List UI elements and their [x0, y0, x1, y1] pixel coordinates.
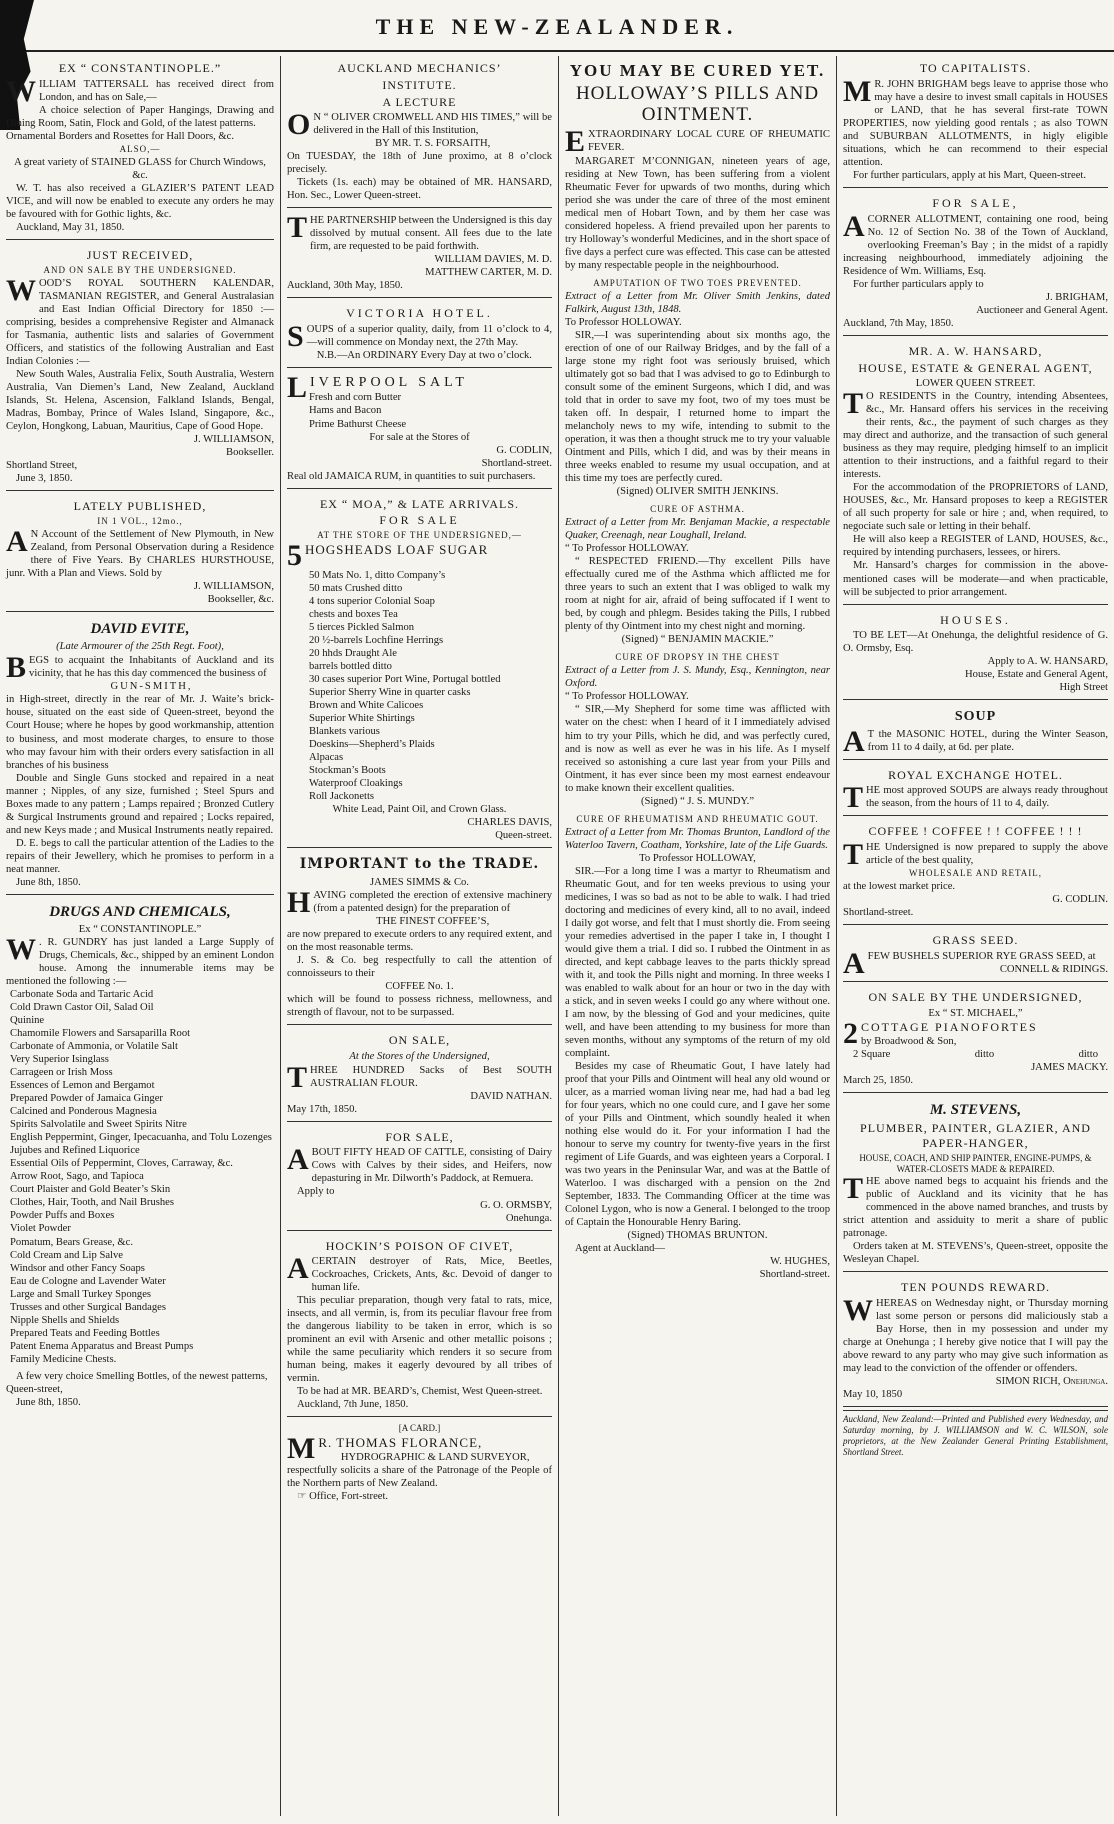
ad-heading: ON SALE, — [388, 1032, 451, 1047]
ad-partnership: THE PARTNERSHIP between the Undersigned is this day dissolved by mutual consent. All fees due to the late firm, are requested to be paid forthwith. WILLIAM DAVIES, M. D. MATTHEW CARTER, M. D. Auckland, 30th May, 1850. — [287, 211, 552, 298]
list-item: 20 hhds Draught Ale — [309, 648, 397, 660]
ad-heading: COFFEE ! COFFEE ! ! COFFEE ! ! ! — [868, 824, 1083, 839]
list-item: Eau de Cologne and Lavender Water — [10, 1275, 166, 1287]
ad-poison-civet: HOCKIN’S POISON OF CIVET, ACERTAIN destroyer of Rats, Mice, Beetles, Cockroaches, Crickets, Ants, &c. Devoid of danger to human life. This peculiar preparation, though very fatal to rats, mice, insects, and all vermin, is, from its peculiar flavour free from the dangerous liability to be taken in error, which is so prominent an evil with Arsenic and other metallic poisons ; while the same peculiarity which renders it so secure from human being, makes it eagerly devoured by all tribes of vermin. To be had at MR. BEARD’s, Chemist, West Queen-street. Auckland, 7th June, 1850. — [287, 1234, 552, 1418]
ad-cattle: FOR SALE, ABOUT FIFTY HEAD OF CATTLE, consisting of Dairy Cows with Calves by their sides, and Heifers, now depasturing in Mr. Dilworth’s Paddock, at Remuera. Apply to G. O. ORMSBY, Onehunga. — [287, 1125, 552, 1231]
list-item: Essential Oils of Peppermint, Cloves, Carraway, &c. — [10, 1158, 233, 1170]
column-1 — [0, 56, 280, 1816]
list-item: Cold Drawn Castor Oil, Salad Oil — [10, 1002, 154, 1014]
masthead — [0, 0, 1114, 52]
ad-royal-exchange: ROYAL EXCHANGE HOTEL. THE most approved SOUPS are always ready throughout the season, from the hours of 11 to 4, daily. — [843, 763, 1108, 817]
list-item: Violet Powder — [10, 1223, 71, 1235]
ad-holloway: YOU MAY BE CURED YET. HOLLOWAY’S PILLS AND OINTMENT. EXTRAORDINARY LOCAL CURE OF RHEUMATIC FEVER. MARGARET M’CONNIGAN, nineteen years of age, residing at New Town, has been suffering from a violent Rheumatic Fever for upwards of two months, during which period she was under the care of three of the most eminent medical men of Hobart Town, and by them her case was considered hopeless. A friend prevailed upon her parents to try Holloway’s wonderful Medicines, and in the short space of five days a perfect cure was effected. This case can be attested by many respectable people in the neighbourhood. AMPUTATION OF TWO TOES PREVENTED. Extract of a Letter from Mr. Oliver Smith Jenkins, dated Falkirk, August 13th, 1848. To Professor HOLLOWAY. SIR,—I was superintending about six months ago, the erection of one of our Railway Bridges, and by the fall of a large stone my right foot was seriously bruised, which ultimately got so bad that I was advised to go to Edinburgh to consult some of the eminent Surgeons, which I did, and was told that in order to save my foot, two of my toes must be taken off. In despair, I returned home to impart the melancholy news to my wife, intending to submit to the operation, it was then a thought struck me to try your valuable Ointment and Pills, which I did, and was by their means in three weeks enabled to resume my usual occupation, and at this time my toes are perfectly cured. (Signed) OLIVER SMITH JENKINS. CURE OF ASTHMA. Extract of a Letter from Mr. Benjaman Mackie, a respectable Quaker, Creenagh, near Loughall, Ireland. “ To Professor HOLLOWAY. “ RESPECTED FRIEND.—Thy excellent Pills have effectually cured me of the Asthma which afflicted me for three years to such an extent that I was obliged to walk my room at night for air, afraid of being suffocated if I went to bed, by cough and phlegm. Besides taking the Pills, I rubbed plenty of thy Ointment into my chest night and morning. (Signed) “ BENJAMIN MACKIE.” CURE OF DROPSY IN THE CHEST Extract of a Letter from J. S. Mundy, Esq., Kennington, near Oxford. “ To Professor HOLLOWAY. “ SIR,—My Shepherd for some time was afflicted with water on the chest: when I heard of it I immediately advised him to try your Pills, which he did, and was perfectly cured, and is now as well as ever he was in his life. As I myself received so astonishing a cure last year from your Pills and Ointment, it has ever since been my most earnest endeavour to make known their excellent qualities. (Signed) “ J. S. MUNDY.” CURE OF RHEUMATISM AND RHEUMATIC GOUT. Extract of a Letter from Mr. Thomas Brunton, Landlord of the Waterloo Tavern, Coatham, Yorkshire, late of the Life Guards. To Professor HOLLOWAY, SIR.—For a long time I was a martyr to Rheumatism and Rheumatic Gout, and for ten weeks previous to using your medicines, I was so bad as not to be able to walk. I had tried doctoring and medicines of every kind, all to no avail, indeed I daily got worse, and felt that I must shortly die. From seeing your remedies advertised in the paper I take in, I thought I would give them a trial. I did so. I rubbed the Ointment in as directed, and kept cabbage leaves to the parts thickly spread with it, and took the Pills night and morning. In three weeks I was enabled to walk about for an hour or two in the day with a stick, and in seven weeks I could go any where without one. I am now, by the blessing of God and your medicines, quite well, and have been attending to my business for more than seven months, without any symptoms of the return of my old complaint. Besides my case of Rheumatic Gout, I have lately had proof that your Pills and Ointment will heal any old wound or ulcer, as a married woman living near me, had had a bad leg for four years, which no one could cure, and I gave her some of your Pills and Ointment, which soundly healed it when nothing else would do it. For your information I had the honour to serve my country for twenty-five years in the first regiment of Life Guards, and was eighteen years a Corporal. I was two years in the Peninsular War, and was at the Battle of Waterloo. I was discharged with a pension on the 2nd September, 1833. The Commanding Officer at the time was Colonel Lygon, who is now a General. I belonged to the troop of Captain the Honourable Henry Baring. (Signed) THOMAS BRUNTON. Agent at Auckland— W. HUGHES, Shortland-street. — [565, 61, 830, 1281]
ad-florance: [A CARD.] M R. THOMAS FLORANCE, HYDROGRAPHIC & LAND SURVEYOR, respectfully solicits a share of the Patronage of the People of the Northern parts of New Zealand. ☞ Office, Fort-street. — [287, 1423, 552, 1502]
list-item: Superior White Shirtings — [309, 713, 415, 725]
list-item: Nipple Shells and Shields — [10, 1314, 120, 1326]
drug-list — [6, 988, 274, 1365]
column-2 — [280, 56, 558, 1816]
list-item: Brown and White Calicoes — [309, 700, 424, 712]
ad-drugs-chemicals: DRUGS AND CHEMICALS, Ex “ CONSTANTINOPLE.” W . R. GUNDRY has just landed a Large Supply of Drugs, Chemicals, &c., shipped by an eminent London house. Among the innumerable items may be mentioned the following :— Carbonate Soda and Tartaric Acid Cold Drawn Castor Oil, Salad Oil Quinine Chamomile Flowers and Sarsaparilla Root Carbonate of Ammonia, or Volatile Salt Very Superior Isinglass Carrageen or Irish Moss Essences of Lemon and Bergamot Prepared Powder of Jamaica Ginger Calcined and Ponderous Magnesia Spirits Salvolatile and Sweet Spirits Nitre English Peppermint, Ginger, Ipecacuanha, and Tolu Lozenges Jujubes and Refined Liquorice Essential Oils of Peppermint, Cloves, Carraway, &c. Arrow Root, Sago, and Tapioca Court Plaister and Gold Beater’s Skin Clothes, Hair, Tooth, and Nail Brushes Powder Puffs and Boxes Violet Powder Pomatum, Bears Grease, &c. Cold Cream and Lip Salve Windsor and other Fancy Soaps Eau de Cologne and Lavender Water Large and Small Turkey Sponges Trusses and other Surgical Bandages Nipple Shells and Shields Prepared Teats and Feeding Bottles Patent Enema Apparatus and Breast Pumps Family Medicine Chests. A few very choice Smelling Bottles, of the newest patterns, Queen-street, June 8th, 1850. — [6, 903, 274, 1408]
ad-heading: FOR SALE, — [932, 195, 1019, 210]
ad-hansard: MR. A. W. HANSARD, HOUSE, ESTATE & GENERAL AGENT, LOWER QUEEN STREET. T O RESIDENTS in the Country, intending Absentees, &c., Mr. Hansard offers his services in the receiving their rents, &c., the payment of such charges as they may direct and authorize, and the transaction of such general business as they may require, pledging himself to an implicit attention to their instructions, and a faithful regard to their interests. For the accommodation of the PROPRIETORS of LAND, HOUSES, &c., Mr. Hansard proposes to keep a REGISTER of all such property for sale or hire ; and, when required, to negociate such sale or letting in their behalf. He will also keep a REGISTER of LAND, HOUSES, &c., required by intending purchasers, lessees, or hirers. Mr. Hansard’s charges for commission in the above-mentioned cases will be moderate—and when practicable, will be subjected to prior arrangement. — [843, 339, 1108, 605]
list-item: Very Superior Isinglass — [10, 1054, 109, 1066]
list-item: Spirits Salvolatile and Sweet Spirits Nitre — [10, 1119, 187, 1131]
ad-heading: TO CAPITALISTS. — [919, 61, 1032, 75]
ad-stevens: M. STEVENS, PLUMBER, PAINTER, GLAZIER, AND PAPER-HANGER, HOUSE, COACH, AND SHIP PAINTER, ENGINE-PUMPS, & WATER-CLOSETS MADE & REPAIRED. THE above named begs to acquaint his friends and the public of Auckland and its vicinity that he has commenced in the above named branches, and trusts by strict attention and assiduity to merit a share of public patronage. Orders taken at M. STEVENS’s, Queen-street, opposite the Wesleyan Chapel. — [843, 1096, 1108, 1272]
list-item: Prime Bathurst Cheese — [309, 418, 407, 430]
list-item: Carrageen or Irish Moss — [10, 1067, 113, 1079]
list-item: Quinine — [10, 1015, 45, 1027]
list-item: Windsor and other Fancy Soaps — [10, 1262, 145, 1274]
list-item: Clothes, Hair, Tooth, and Nail Brushes — [10, 1197, 175, 1209]
list-item: Stockman’s Boots — [309, 765, 386, 777]
ad-david-evite: DAVID EVITE, (Late Armourer of the 25th Regt. Foot), BEGS to acquaint the Inhabitants of Auckland and its vicinity, that he has this day commenced the business of GUN-SMITH, in High-street, directly in the rear of Mr. J. Waite’s brick-house, situated on the east side of Queen-street, beyond the Court House; where he hopes by good workmanship, attention to business, and most moderate charges, to ensure to those who may favour him with their orders every satisfaction in all branches of his business Double and Single Guns stocked and repaired in a neat manner ; Nipples, of any size, furnished ; Steel Spurs and Boxes made to any pattern ; Lamps repaired ; Bronzed Cutlery & Surgical Instruments ground and repaired ; Locks repaired, and new Keys made ; and Musical Instruments neatly repaired. D. E. begs to call the particular attention of the Ladies to the repairs of their Jewellery, which he promises to perform in a neat manner. June 8th, 1850. — [6, 615, 274, 895]
list-item: Chamomile Flowers and Sarsaparilla Root — [10, 1028, 191, 1040]
list-item: Court Plaister and Gold Beater’s Skin — [10, 1184, 171, 1196]
list-item: Fresh and corn Butter — [309, 392, 402, 404]
newspaper-title: THE NEW-ZEALANDER. — [375, 14, 739, 39]
list-item: Roll Jackonetts — [309, 791, 375, 803]
list-item: 4 tons superior Colonial Soap — [309, 596, 435, 608]
banner-heading: YOU MAY BE CURED YET. — [569, 61, 826, 80]
ad-heading: MR. A. W. HANSARD, — [908, 343, 1043, 358]
list-item: Carbonate Soda and Tartaric Acid — [10, 989, 154, 1001]
ad-heading: EX “ MOA,” & LATE ARRIVALS. — [319, 496, 520, 511]
ad-heading: SOUP — [954, 709, 997, 725]
ad-heading: EX “ CONSTANTINOPLE.” — [58, 61, 222, 75]
ad-heading: HOCKIN’S POISON OF CIVET, — [325, 1238, 514, 1253]
ad-heading: TEN POUNDS REWARD. — [900, 1280, 1050, 1295]
ad-flour: ON SALE, At the Stores of the Undersigned, THREE HUNDRED Sacks of Best SOUTH AUSTRALIAN FLOUR. DAVID NATHAN. May 17th, 1850. — [287, 1028, 552, 1122]
ad-pianofortes: ON SALE BY THE UNDERSIGNED, Ex “ ST. MICHAEL,” 2 COTTAGE PIANOFORTES by Broadwood & Son, 2 Square ditto ditto JAMES MACKY. March 25, 1850. — [843, 985, 1108, 1093]
list-item: Hams and Bacon — [309, 405, 382, 417]
ad-heading: IMPORTANT to the TRADE. — [299, 856, 540, 873]
list-item: 50 mats Crushed ditto — [309, 583, 403, 595]
salt-list — [287, 391, 552, 430]
list-item: Superior Sherry Wine in quarter casks — [309, 687, 471, 699]
list-item: 20 ½-barrels Lochfine Herrings — [309, 635, 444, 647]
ad-soup: SOUP A T the MASONIC HOTEL, during the Winter Season, from 11 to 4 daily, at 6d. per plate. — [843, 703, 1108, 759]
ad-reward: TEN POUNDS REWARD. WHEREAS on Wednesday night, or Thursday morning last some person or persons did maliciously stab a Bay Horse, then in my possession and under my charge at Onehunga ; I hereby give notice that I will pay the above reward to any party who may give such information as may lead to the conviction of the offender or offenders. SIMON RICH, Onehunga. May 10, 1850 — [843, 1275, 1108, 1407]
list-item: Arrow Root, Sago, and Tapioca — [10, 1171, 144, 1183]
ad-heading: AUCKLAND MECHANICS’ — [337, 61, 502, 75]
ad-heading: VICTORIA HOTEL. — [346, 306, 493, 321]
ad-heading: HOLLOWAY’S PILLS AND OINTMENT. — [575, 82, 820, 125]
list-item: Large and Small Turkey Sponges — [10, 1288, 152, 1300]
ad-heading: DAVID EVITE, — [90, 620, 190, 637]
list-item: Powder Puffs and Boxes — [10, 1210, 115, 1222]
list-item: barrels bottled ditto — [309, 661, 392, 673]
list-item: 30 cases superior Port Wine, Portugal bottled — [309, 674, 501, 686]
list-item: Waterproof Cloakings — [309, 778, 403, 790]
ad-heading: FOR SALE, — [385, 1129, 454, 1144]
ad-coffee: COFFEE ! COFFEE ! ! COFFEE ! ! ! THE Undersigned is now prepared to supply the above article of the best quality, WHOLESALE AND RETAIL, at the lowest market price. G. CODLIN. Shortland-street. — [843, 819, 1108, 925]
list-item: 50 Mats No. 1, ditto Company’s — [309, 570, 446, 582]
ad-moa-arrivals: EX “ MOA,” & LATE ARRIVALS. FOR SALE AT THE STORE OF THE UNDERSIGNED,— 5 HOGSHEADS LOAF SUGAR 50 Mats No. 1, ditto Company’s 50 mats Crushed ditto 4 tons superior Colonial Soap chests and boxes Tea 5 tierces Pickled Salmon 20 ½-barrels Lochfine Herrings 20 hhds Draught Ale barrels bottled ditto 30 cases superior Port Wine, Portugal bottled Superior Sherry Wine in quarter casks Brown and White Calicoes Superior White Shirtings Blankets various Doeskins—Shepherd’s Plaids Alpacas Stockman’s Boots Waterproof Cloakings Roll Jackonetts White Lead, Paint Oil, and Crown Glass. CHARLES DAVIS, Queen-street. — [287, 492, 552, 849]
list-item: Jujubes and Refined Liquorice — [10, 1145, 140, 1157]
list-item: Carbonate of Ammonia, or Volatile Salt — [10, 1041, 178, 1053]
ad-tattersall: EX “ CONSTANTINOPLE.” WILLIAM TATTERSALL has received direct from London, and has on Sale,— A choice selection of Paper Hangings, Drawing and Dining Room, Satin, Flock and Gold, of the latest patterns. Ornamental Borders and Rosettes for Hall Doors, &c. ALSO,— A great variety of STAINED GLASS for Church Windows, &c. W. T. has also received a GLAZIER’S PATENT LEAD VICE, and will now be enabled to execute any orders he may be favoured with for Gothic lights, &c. Auckland, May 31, 1850. — [6, 56, 274, 240]
list-item: Prepared Powder of Jamaica Ginger — [10, 1093, 163, 1105]
ad-grass-seed: GRASS SEED. AFEW BUSHELS SUPERIOR RYE GRASS SEED, at CONNELL & RIDINGS. — [843, 928, 1108, 982]
ad-houses: HOUSES. TO BE LET—At Onehunga, the delightful residence of G. O. Ormsby, Esq. Apply to A. W. HANSARD, House, Estate and General Agent, High Street — [843, 608, 1108, 701]
ad-liverpool-salt: LIVERPOOL SALT Fresh and corn Butter Hams and Bacon Prime Bathurst Cheese For sale at the Stores of G. CODLIN, Shortland-street. Real old JAMAICA RUM, in quantities to suit purchasers. — [287, 371, 552, 488]
list-item: Alpacas — [309, 752, 344, 764]
list-item: 5 tierces Pickled Salmon — [309, 622, 415, 634]
printer-imprint: Auckland, New Zealand:—Printed and Published every Wednesday, and Saturday morning, by J. WILLIAMSON and W. C. WILSON, sole proprietors, at the New Zealander General Printing Establishment, Shortland Street. — [843, 1410, 1108, 1458]
ad-kalendar: JUST RECEIVED, AND ON SALE BY THE UNDERSIGNED. WOOD’S ROYAL SOUTHERN KALENDAR, TASMANIAN REGISTER, and General Australasian and East Indian Official Directory for 1850 :—comprising, besides a comprehensive Register and Almanack for Tasmania, authentic lists and salaries of Government Officers, and statistics of the following Australian and East Indian Colonies :— New South Wales, Australia Felix, South Australia, Western Australia, Van Diemen’s Land, New Zealand, Auckland Islands, St. Helena, Ascension, Falkland Islands, Bengal, Madras, Bombay, Prince of Wales Island, Singapore, &c., Ceylon, Hongkong, Labuan, Mauritius, Cape of Good Hope. J. WILLIAMSON, Bookseller. Shortland Street, June 3, 1850. — [6, 243, 274, 491]
list-item: Blankets various — [309, 726, 380, 738]
ad-lecture: AUCKLAND MECHANICS’ INSTITUTE. A LECTURE O N “ OLIVER CROMWELL AND HIS TIMES,” will be delivered in the Hall of this Institution, BY MR. T. S. FORSAITH, On TUESDAY, the 18th of June proximo, at 8 o’clock precisely. Tickets (1s. each) may be obtained of MR. HANSARD, Hon. Sec., Lower Queen-street. — [287, 56, 552, 208]
ad-allotment: FOR SALE, ACORNER ALLOTMENT, containing one rood, being No. 12 of Section No. 38 of the Town of Auckland, overlooking Freeman’s Bay ; in the midst of a rapidly increasing neighbourhood, immediately adjoining the Residence of Wm. Williams, Esq. For further particulars apply to J. BRIGHAM, Auctioneer and General Agent. Auckland, 7th May, 1850. — [843, 191, 1108, 336]
ad-important-trade: IMPORTANT to the TRADE. JAMES SIMMS & Co. HAVING completed the erection of extensive machinery (from a patented design) for the preparation of THE FINEST COFFEE’S, are now prepared to execute orders to any required extent, and on the most reasonable terms. J. S. & Co. beg respectfully to call the attention of connoisseurs to their COFFEE No. 1. which will be found to possess richness, mellowness, and strength of flavour, not to be surpassed. — [287, 851, 552, 1024]
ad-capitalists: TO CAPITALISTS. M R. JOHN BRIGHAM begs leave to apprise those who may have a desire to invest small capitals in HOUSES or LAND, that he has several first-rate TOWN PROPERTIES, now yielding good rentals ; as also TOWN and SUBURBAN ALLOTMENTS, in higly eligible situations, which he can recommend to their especial attention. For further particulars, apply at his Mart, Queen-street. — [843, 56, 1108, 188]
ad-heading: GRASS SEED. — [932, 933, 1019, 948]
column-4 — [836, 56, 1114, 1816]
list-item: Essences of Lemon and Bergamot — [10, 1080, 155, 1092]
column-3 — [558, 56, 836, 1816]
list-item: chests and boxes Tea — [309, 609, 398, 621]
ad-heading: HOUSES. — [940, 612, 1011, 627]
ad-heading: ROYAL EXCHANGE HOTEL. — [888, 767, 1063, 782]
list-item: Prepared Teats and Feeding Bottles — [10, 1327, 160, 1339]
ad-heading: DRUGS AND CHEMICALS, — [49, 903, 231, 920]
cargo-list — [287, 569, 552, 803]
ad-lately-published: LATELY PUBLISHED, IN 1 VOL., 12mo., A N Account of the Settlement of New Plymouth, in New Zealand, from Personal Observation during a Residence there of Five Years. By CHARLES HURSTHOUSE, junr. With a Plan and Views. Sold by J. WILLIAMSON, Bookseller, &c. — [6, 494, 274, 612]
list-item: Pomatum, Bears Grease, &c. — [10, 1236, 133, 1248]
ad-heading: M. STEVENS, — [929, 1101, 1022, 1118]
list-item: Patent Enema Apparatus and Breast Pumps — [10, 1340, 194, 1352]
list-item: Trusses and other Surgical Bandages — [10, 1301, 166, 1313]
list-item: Calcined and Ponderous Magnesia — [10, 1106, 157, 1118]
ad-heading: JUST RECEIVED, — [86, 247, 194, 262]
ad-heading: ON SALE BY THE UNDERSIGNED, — [868, 990, 1083, 1005]
list-item: English Peppermint, Ginger, Ipecacuanha, and Tolu Lozenges — [10, 1132, 272, 1144]
list-item: Family Medicine Chests. — [10, 1353, 117, 1365]
list-item: Cold Cream and Lip Salve — [10, 1249, 123, 1261]
list-item: Doeskins—Shepherd’s Plaids — [309, 739, 435, 751]
ad-victoria-hotel: VICTORIA HOTEL. SOUPS of a superior quality, daily, from 11 o’clock to 4,—will commence on Monday next, the 27th May. N.B.—An ORDINARY Every Day at two o’clock. — [287, 301, 552, 368]
ad-heading: LATELY PUBLISHED, — [73, 499, 207, 514]
